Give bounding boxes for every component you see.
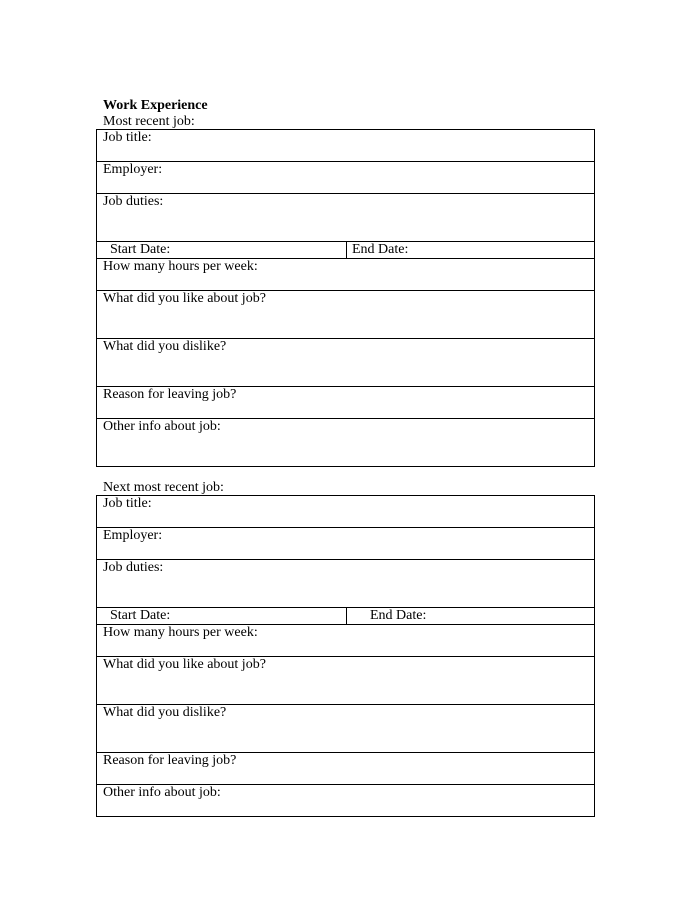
liked-field[interactable]: What did you like about job? <box>97 657 595 705</box>
job-duties-field[interactable]: Job duties: <box>97 194 595 242</box>
employer-field[interactable]: Employer: <box>97 162 595 194</box>
employer-row[interactable] <box>97 162 595 194</box>
job-2-caption: Next most recent job: <box>103 480 224 495</box>
end-date-field[interactable]: End Date: <box>347 242 595 259</box>
start-date-field[interactable]: Start Date: <box>97 242 347 259</box>
dates-row[interactable] <box>97 608 595 625</box>
other-info-row[interactable] <box>97 419 595 467</box>
reason-leaving-field[interactable]: Reason for leaving job? <box>97 387 595 419</box>
hours-per-week-field[interactable]: How many hours per week: <box>97 625 595 657</box>
employer-field[interactable]: Employer: <box>97 528 595 560</box>
hours-row[interactable] <box>97 259 595 291</box>
job-title-row[interactable] <box>97 496 595 528</box>
job-1-form <box>96 129 595 467</box>
hours-per-week-field[interactable]: How many hours per week: <box>97 259 595 291</box>
reason-leaving-row[interactable] <box>97 753 595 785</box>
disliked-field[interactable]: What did you dislike? <box>97 339 595 387</box>
other-info-field[interactable]: Other info about job: <box>97 785 595 817</box>
employer-row[interactable] <box>97 528 595 560</box>
disliked-row[interactable] <box>97 705 595 753</box>
liked-field[interactable]: What did you like about job? <box>97 291 595 339</box>
job-title-field[interactable]: Job title: <box>97 130 595 162</box>
disliked-row[interactable] <box>97 339 595 387</box>
reason-leaving-row[interactable] <box>97 387 595 419</box>
liked-row[interactable] <box>97 657 595 705</box>
start-date-field[interactable]: Start Date: <box>97 608 347 625</box>
end-date-field[interactable]: End Date: <box>347 608 595 625</box>
job-1-caption: Most recent job: <box>103 114 195 129</box>
disliked-field[interactable]: What did you dislike? <box>97 705 595 753</box>
dates-row[interactable] <box>97 242 595 259</box>
job-title-row[interactable] <box>97 130 595 162</box>
job-title-field[interactable]: Job title: <box>97 496 595 528</box>
job-duties-row[interactable] <box>97 194 595 242</box>
other-info-row[interactable] <box>97 785 595 817</box>
job-2-form <box>96 495 595 817</box>
job-duties-field[interactable]: Job duties: <box>97 560 595 608</box>
hours-row[interactable] <box>97 625 595 657</box>
section-heading: Work Experience <box>103 98 208 113</box>
other-info-field[interactable]: Other info about job: <box>97 419 595 467</box>
job-duties-row[interactable] <box>97 560 595 608</box>
liked-row[interactable] <box>97 291 595 339</box>
reason-leaving-field[interactable]: Reason for leaving job? <box>97 753 595 785</box>
